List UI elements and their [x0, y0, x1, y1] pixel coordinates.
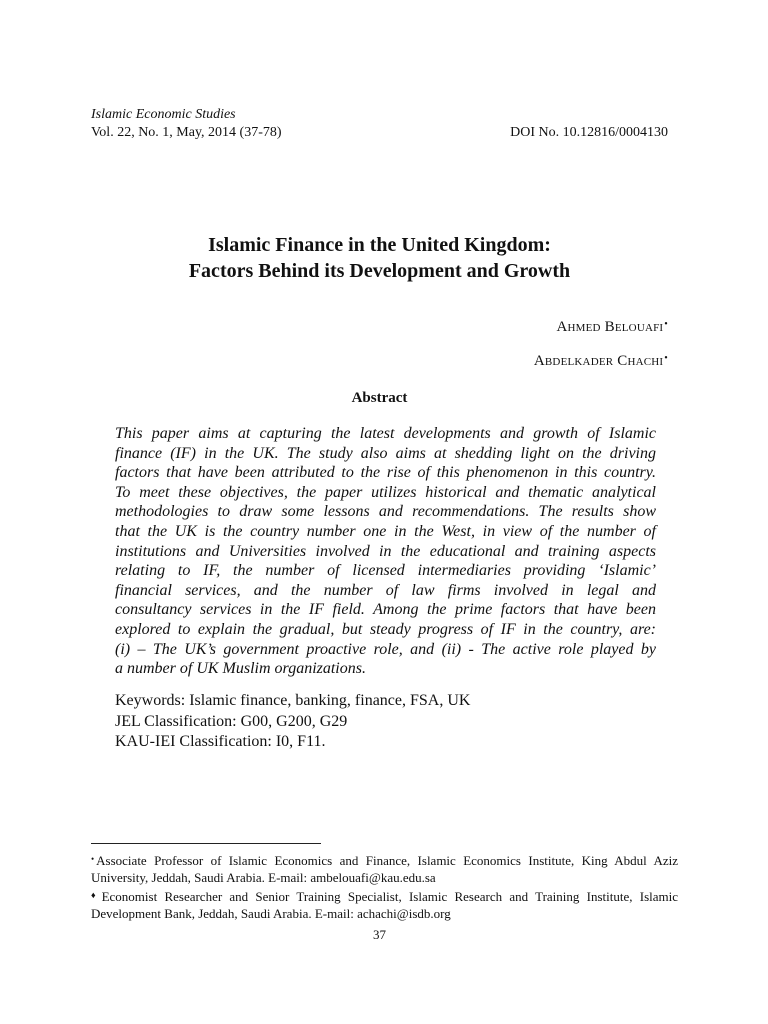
author — [380, 309, 668, 343]
abstract-line: that the UK is the country number one in the West, in view of the number of — [115, 522, 656, 540]
abstract-line: finance (IF) in the UK. The study also aims at shedding light on the driving — [115, 444, 656, 462]
page-number: 37 — [373, 927, 386, 942]
abstract-line: institutions and Universities involved in the educational and training aspects — [115, 542, 656, 560]
author-name: Ahmed Belouafi — [556, 319, 664, 335]
keywords-line: Keywords: Islamic finance, banking, finance, FSA, UK — [115, 692, 471, 709]
abstract-text — [115, 424, 656, 679]
abstract-line: factors that have been attributed to the rise of this phenomenon in this country. — [115, 464, 656, 482]
jel-classification: JEL Classification: G00, G200, G29 — [115, 712, 348, 730]
author — [380, 343, 668, 377]
kau-classification: KAU-IEI Classification: I0, F11. — [115, 733, 326, 750]
abstract-line: To meet these objectives, the paper utilizes historical and thematic analytical — [115, 483, 656, 501]
abstract-line: relating to IF, the number of licensed intermediaries providing ‘Islamic’ — [115, 562, 656, 580]
author-footnote-mark: • — [664, 353, 668, 364]
abstract-heading: Abstract — [351, 390, 408, 406]
footnote — [91, 851, 678, 886]
title-line-1: Islamic Finance in the United Kingdom: — [208, 234, 551, 256]
author-footnote-mark: • — [664, 319, 668, 330]
footnote-mark: ♦ — [91, 890, 100, 900]
footnote-divider — [91, 843, 321, 844]
keywords-block — [115, 691, 656, 753]
journal-meta — [91, 124, 668, 142]
abstract-line: explored to explain the gradual, but steady progress of IF in the country, are: — [115, 620, 656, 638]
footnote-text: Economist Researcher and Senior Training Specialist, Islamic Research and Training Institute, Islamic Development Bank, Jeddah, Saudi Arabia. E-mail: achachi@isdb.org — [91, 889, 679, 921]
footnote-mark: • — [91, 854, 95, 864]
abstract-line: consultancy services in the IF field. Among the prime factors that have been — [115, 601, 656, 619]
title-line-2: Factors Behind its Development and Growth — [188, 260, 571, 282]
paper-title — [91, 232, 668, 284]
author-name: Abdelkader Chachi — [533, 353, 664, 369]
footnotes — [91, 851, 678, 923]
abstract-line: This paper aims at capturing the latest developments and growth of Islamic — [115, 425, 656, 442]
footnote-text: Associate Professor of Islamic Economics and Finance, Islamic Economics Institute, King Abdul Aziz University, Jeddah, Saudi Arabia. E-mail: ambelouafi@kau.edu.sa — [91, 853, 678, 885]
abstract-line: (i) – The UK’s government proactive role, and (ii) - The active role played by — [115, 640, 656, 658]
abstract-line: a number of UK Muslim organizations. — [115, 660, 366, 678]
journal-name: Islamic Economic Studies — [91, 107, 236, 122]
abstract-line: methodologies to draw some lessons and recommendations. The results show — [115, 503, 656, 521]
doi: DOI No. 10.12816/0004130 — [510, 125, 668, 140]
footnote — [91, 887, 678, 922]
abstract-line: financial services, and the number of law firms involved in legal and — [115, 581, 656, 599]
volume-info: Vol. 22, No. 1, May, 2014 (37-78) — [91, 125, 282, 140]
author-list — [380, 309, 668, 377]
